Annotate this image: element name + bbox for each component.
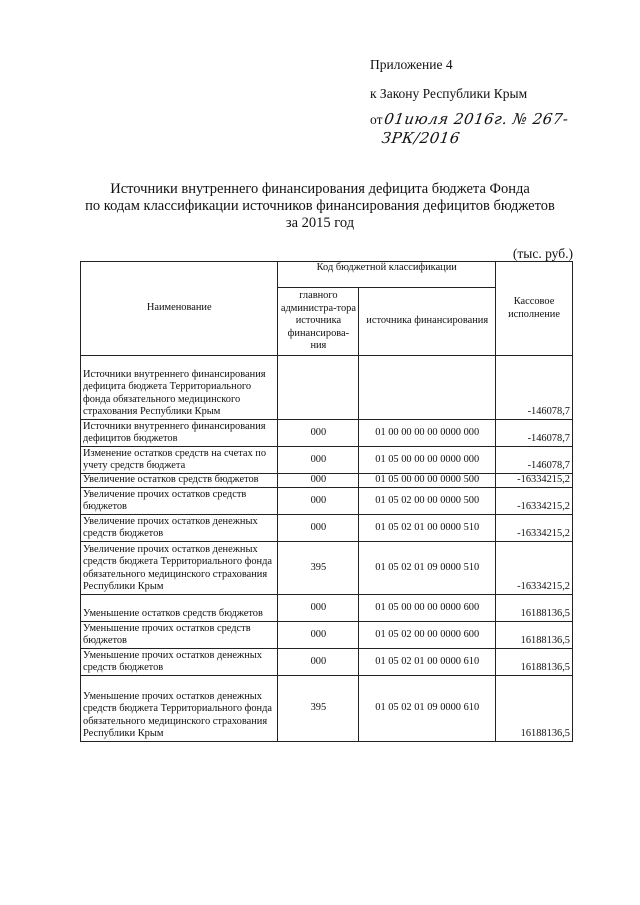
row-source-code: 01 05 02 00 00 0000 500 — [359, 488, 496, 515]
table-row — [81, 622, 573, 649]
title-line-3: за 2015 год — [285, 215, 355, 231]
row-source-code: 01 05 02 01 09 0000 510 — [359, 542, 496, 595]
table-row — [81, 515, 573, 542]
row-amount: -16334215,2 — [496, 515, 573, 542]
row-amount: -146078,7 — [496, 420, 573, 447]
row-amount: 16188136,5 — [496, 622, 573, 649]
document-title — [0, 181, 640, 232]
row-source-code: 01 05 00 00 00 0000 600 — [359, 595, 496, 622]
row-name: Источники внутреннего финансирования дефицита бюджета Территориального фонда обязательного медицинского страхования Республики Крым — [81, 356, 278, 420]
header-code-group: Код бюджетной классификации — [278, 262, 496, 288]
table-row — [81, 649, 573, 676]
appendix-law-reference: к Закону Республики Крым — [370, 85, 528, 101]
units-label: (тыс. руб.) — [512, 246, 573, 261]
header-name: Наименование — [81, 262, 278, 356]
header-source-code: источника финансирования — [359, 288, 496, 356]
row-admin-code: 000 — [278, 515, 359, 542]
row-admin-code: 000 — [278, 622, 359, 649]
table-row — [81, 542, 573, 595]
row-name: Увеличение остатков средств бюджетов — [81, 474, 278, 488]
row-name: Изменение остатков средств на счетах по учету средств бюджета — [81, 447, 278, 474]
header-amount: Кассовое исполнение — [496, 262, 573, 356]
row-source-code: 01 05 02 00 00 0000 600 — [359, 622, 496, 649]
row-source-code: 01 05 02 01 00 0000 610 — [359, 649, 496, 676]
table-body — [81, 356, 573, 742]
row-name: Уменьшение остатков средств бюджетов — [81, 595, 278, 622]
handwritten-date-number: 01июля 2016г. № 267-ЗРК/2016 — [380, 109, 571, 147]
row-name: Уменьшение прочих остатков средств бюджетов — [81, 622, 278, 649]
row-source-code — [359, 356, 496, 420]
row-source-code: 01 05 02 01 00 0000 510 — [359, 515, 496, 542]
row-admin-code: 000 — [278, 420, 359, 447]
sources-table — [80, 261, 573, 742]
row-admin-code: 395 — [278, 676, 359, 742]
table-row — [81, 488, 573, 515]
row-admin-code: 000 — [278, 595, 359, 622]
table-row — [81, 447, 573, 474]
row-source-code: 01 05 00 00 00 0000 000 — [359, 447, 496, 474]
row-source-code: 01 05 00 00 00 0000 500 — [359, 474, 496, 488]
row-source-code: 01 00 00 00 00 0000 000 — [359, 420, 496, 447]
row-name: Уменьшение прочих остатков денежных средств бюджета Территориального фонда обязательного медицинского страхования Республики Крым — [81, 676, 278, 742]
row-name: Уменьшение прочих остатков денежных средств бюджетов — [81, 649, 278, 676]
row-amount: 16188136,5 — [496, 676, 573, 742]
row-name: Увеличение прочих остатков денежных средств бюджетов — [81, 515, 278, 542]
row-admin-code: 000 — [278, 474, 359, 488]
row-name: Увеличение прочих остатков средств бюджетов — [81, 488, 278, 515]
row-name: Источники внутреннего финансирования дефицитов бюджетов — [81, 420, 278, 447]
row-admin-code — [278, 356, 359, 420]
row-amount: -16334215,2 — [496, 488, 573, 515]
appendix-block — [370, 57, 640, 147]
table-row — [81, 474, 573, 488]
row-amount: 16188136,5 — [496, 595, 573, 622]
table-row — [81, 676, 573, 742]
table-row — [81, 356, 573, 420]
title-line-2: по кодам классификации источников финансирования дефицитов бюджетов — [85, 198, 555, 214]
row-admin-code: 000 — [278, 649, 359, 676]
row-amount: -16334215,2 — [496, 474, 573, 488]
row-amount: -146078,7 — [496, 356, 573, 420]
header-admin-code: главного администра-тора источника финансирова-ния — [278, 288, 359, 356]
title-line-1: Источники внутреннего финансирования дефицита бюджета Фонда — [110, 181, 530, 197]
row-admin-code: 000 — [278, 488, 359, 515]
row-amount: -146078,7 — [496, 447, 573, 474]
table-row — [81, 420, 573, 447]
appendix-date-prefix: от — [370, 111, 383, 127]
row-amount: 16188136,5 — [496, 649, 573, 676]
appendix-date-line — [370, 110, 640, 148]
row-amount: -16334215,2 — [496, 542, 573, 595]
row-admin-code: 000 — [278, 447, 359, 474]
row-admin-code: 395 — [278, 542, 359, 595]
appendix-number: Приложение 4 — [370, 57, 453, 72]
table-row — [81, 595, 573, 622]
row-source-code: 01 05 02 01 09 0000 610 — [359, 676, 496, 742]
row-name: Увеличение прочих остатков денежных средств бюджета Территориального фонда обязательного медицинского страхования Республики Крым — [81, 542, 278, 595]
